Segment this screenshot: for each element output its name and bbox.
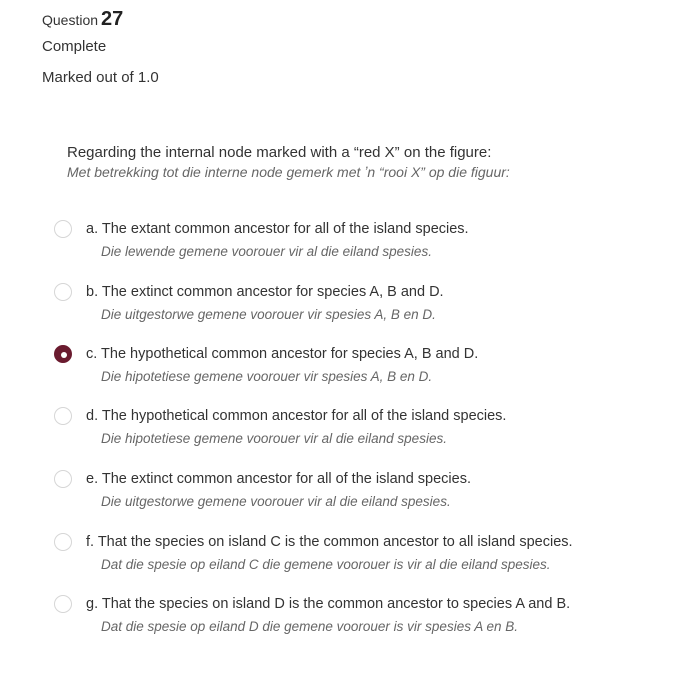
radio-button-a[interactable]	[54, 220, 72, 238]
question-label: Question	[42, 12, 99, 28]
option-d-afrikaans: Die hipotetiese gemene voorouer vir al die eiland spesies.	[101, 431, 447, 446]
prompt-afrikaans: Met betrekking tot die interne node gemerk met ʼn “rooi X” op die figuur:	[67, 164, 510, 180]
option-b-afrikaans: Die uitgestorwe gemene voorouer vir spesies A, B en D.	[101, 307, 436, 322]
option-f-english: f. That the species on island C is the common ancestor to all island species.	[86, 534, 573, 550]
radio-button-b[interactable]	[54, 283, 72, 301]
question-state: Complete	[42, 38, 107, 55]
option-d-english: d. The hypothetical common ancestor for all of the island species.	[86, 408, 507, 424]
radio-button-g[interactable]	[54, 595, 72, 613]
question-number: 27	[101, 8, 124, 30]
option-d[interactable]	[54, 407, 674, 457]
option-e-english: e. The extinct common ancestor for all of the island species.	[86, 471, 471, 487]
radio-button-c[interactable]	[54, 345, 72, 363]
option-a-english: a. The extant common ancestor for all of the island species.	[86, 221, 469, 237]
question-grade: Marked out of 1.0	[42, 69, 159, 86]
option-a-afrikaans: Die lewende gemene voorouer vir al die eiland spesies.	[101, 244, 432, 259]
option-e-afrikaans: Die uitgestorwe gemene voorouer vir al die eiland spesies.	[101, 494, 451, 509]
option-g-english: g. That the species on island D is the common ancestor to species A and B.	[86, 596, 571, 612]
option-c-afrikaans: Die hipotetiese gemene voorouer vir spesies A, B en D.	[101, 369, 433, 384]
question-prompt	[67, 144, 667, 180]
option-b-english: b. The extinct common ancestor for species A, B and D.	[86, 284, 444, 300]
radio-button-e[interactable]	[54, 470, 72, 488]
option-g[interactable]	[54, 595, 674, 645]
question-info	[42, 8, 159, 86]
prompt-english: Regarding the internal node marked with a “red X” on the figure:	[67, 144, 492, 161]
option-b[interactable]	[54, 283, 674, 333]
option-g-afrikaans: Dat die spesie op eiland D die gemene voorouer is vir spesies A en B.	[101, 619, 518, 634]
option-a[interactable]	[54, 220, 674, 270]
option-f-afrikaans: Dat die spesie op eiland C die gemene voorouer is vir al die eiland spesies.	[101, 557, 551, 572]
option-f[interactable]	[54, 533, 674, 583]
option-c[interactable]	[54, 345, 674, 395]
option-c-english: c. The hypothetical common ancestor for species A, B and D.	[86, 346, 479, 362]
question-header	[42, 8, 159, 30]
radio-button-d[interactable]	[54, 407, 72, 425]
radio-button-f[interactable]	[54, 533, 72, 551]
option-e[interactable]	[54, 470, 674, 520]
